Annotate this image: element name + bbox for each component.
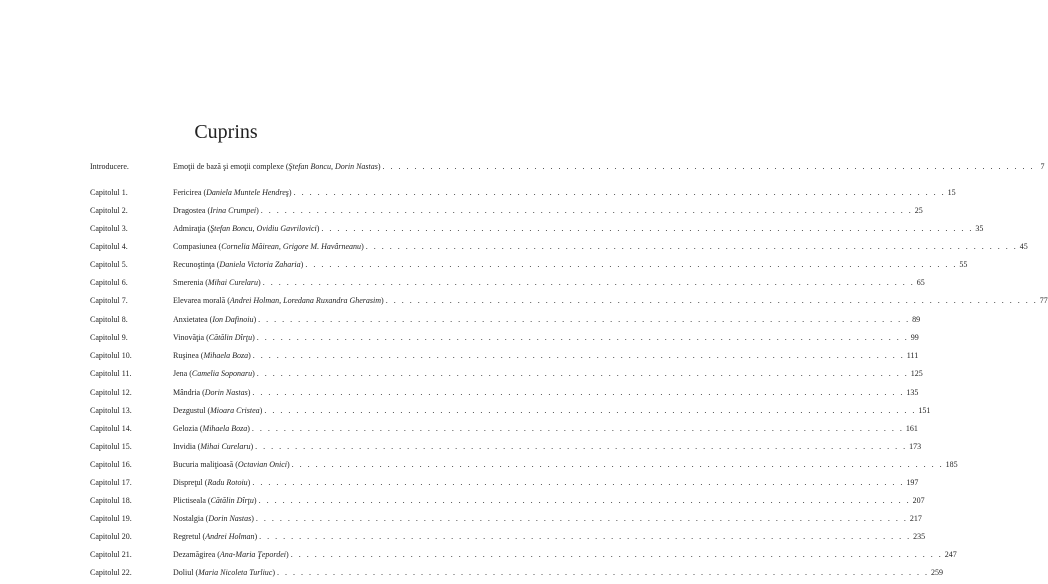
toc-page-number: 7 xyxy=(1040,162,1045,171)
toc-entry: Smerenia ( Mihai Curelaru ) . . . . . . . . . . . . . . . . . . . . . . . . . . . . . . . . . . . . . . . . . . . . . . . . . . . . . . . . . . . . . . . . . . . . . . . . . . . . . . . . . . 65 xyxy=(173,278,925,287)
toc-dot-leader: . . . . . . . . . . . . . . . . . . . . . . . . . . . . . . . . . . . . . . . . . . . . . . . . . . . . . . . . . . . . . . . . . . . . . . . . . . . . . . . . . . xyxy=(290,550,943,559)
toc-dot-leader: . . . . . . . . . . . . . . . . . . . . . . . . . . . . . . . . . . . . . . . . . . . . . . . . . . . . . . . . . . . . . . . . . . . . . . . . . . . . . . . . . . xyxy=(264,406,917,415)
toc-author: Radu Rotoiu xyxy=(207,478,248,487)
toc-label: Capitolul 5. xyxy=(90,260,128,269)
toc-author: Maria Nicoleta Turliuc xyxy=(198,568,273,577)
toc-label: Capitolul 10. xyxy=(90,351,132,360)
toc-label: Capitolul 20. xyxy=(90,532,132,541)
toc-dot-leader: . . . . . . . . . . . . . . . . . . . . . . . . . . . . . . . . . . . . . . . . . . . . . . . . . . . . . . . . . . . . . . . . . . . . . . . . . . . . . . . . . . xyxy=(252,478,905,487)
toc-author: Andrei Holman, Loredana Ruxandra Gherasim xyxy=(229,296,382,305)
toc-dot-leader: . . . . . . . . . . . . . . . . . . . . . . . . . . . . . . . . . . . . . . . . . . . . . . . . . . . . . . . . . . . . . . . . . . . . . . . . . . . . . . . . . . xyxy=(385,296,1038,305)
toc-row-chapter-7 xyxy=(0,295,1048,307)
toc-dot-leader: . . . . . . . . . . . . . . . . . . . . . . . . . . . . . . . . . . . . . . . . . . . . . . . . . . . . . . . . . . . . . . . . . . . . . . . . . . . . . . . . . . xyxy=(277,568,930,577)
toc-dot-leader: . . . . . . . . . . . . . . . . . . . . . . . . . . . . . . . . . . . . . . . . . . . . . . . . . . . . . . . . . . . . . . . . . . . . . . . . . . . . . . . . . . xyxy=(256,333,909,342)
toc-entry: Dragostea ( Irina Crumpei ) . . . . . . . . . . . . . . . . . . . . . . . . . . . . . . . . . . . . . . . . . . . . . . . . . . . . . . . . . . . . . . . . . . . . . . . . . . . . . . . . . . 25 xyxy=(173,206,923,215)
toc-row-chapter-14 xyxy=(0,423,918,435)
toc-label: Capitolul 16. xyxy=(90,460,132,469)
toc-row-chapter-3 xyxy=(0,223,984,235)
toc-author: Dorin Nastas xyxy=(208,514,252,523)
toc-entry: Emoţii de bază şi emoţii complexe ( Ştefan Boncu, Dorin Nastas ) . . . . . . . . . . . . . . . . . . . . . . . . . . . . . . . . . . . . . . . . . . . . . . . . . . . . . . . . . . . . . . . . . . . . . . . . . . . . . . . . . . 7 xyxy=(173,162,1045,171)
toc-title: Fericirea xyxy=(173,188,202,197)
toc-author: Ana-Maria Ţepordei xyxy=(219,550,287,559)
toc-dot-leader: . . . . . . . . . . . . . . . . . . . . . . . . . . . . . . . . . . . . . . . . . . . . . . . . . . . . . . . . . . . . . . . . . . . . . . . . . . . . . . . . . . xyxy=(252,351,905,360)
toc-entry: Admiraţia ( Ştefan Boncu, Ovidiu Gavrilovici ) . . . . . . . . . . . . . . . . . . . . . . . . . . . . . . . . . . . . . . . . . . . . . . . . . . . . . . . . . . . . . . . . . . . . . . . . . . . . . . . . . . 35 xyxy=(173,224,984,233)
toc-title: Dezgustul xyxy=(173,406,206,415)
toc-label: Introducere. xyxy=(90,162,129,171)
toc-title: Mândria xyxy=(173,388,201,397)
page-title: Cuprins xyxy=(194,121,258,143)
toc-title: Dezamăgirea xyxy=(173,550,216,559)
toc-entry: Nostalgia ( Dorin Nastas ) . . . . . . . . . . . . . . . . . . . . . . . . . . . . . . . . . . . . . . . . . . . . . . . . . . . . . . . . . . . . . . . . . . . . . . . . . . . . . . . . . . 217 xyxy=(173,514,922,523)
toc-page-number: 25 xyxy=(914,206,923,215)
toc-page-number: 135 xyxy=(906,388,919,397)
toc-entry: Dispreţul ( Radu Rotoiu ) . . . . . . . . . . . . . . . . . . . . . . . . . . . . . . . . . . . . . . . . . . . . . . . . . . . . . . . . . . . . . . . . . . . . . . . . . . . . . . . . . . 197 xyxy=(173,478,919,487)
toc-row-chapter-8 xyxy=(0,314,921,326)
toc-page-number: 247 xyxy=(944,550,957,559)
toc-entry: Dezamăgirea ( Ana-Maria Ţepordei ) . . . . . . . . . . . . . . . . . . . . . . . . . . . . . . . . . . . . . . . . . . . . . . . . . . . . . . . . . . . . . . . . . . . . . . . . . . . . . . . . . . 247 xyxy=(173,550,957,559)
toc-title: Plictiseala xyxy=(173,496,206,505)
toc-entry: Elevarea morală ( Andrei Holman, Loredana Ruxandra Gherasim ) . . . . . . . . . . . . . . . . . . . . . . . . . . . . . . . . . . . . . . . . . . . . . . . . . . . . . . . . . . . . . . . . . . . . . . . . . . . . . . . . . . 77 xyxy=(173,296,1048,305)
toc-entry: Jena ( Camelia Soponaru ) . . . . . . . . . . . . . . . . . . . . . . . . . . . . . . . . . . . . . . . . . . . . . . . . . . . . . . . . . . . . . . . . . . . . . . . . . . . . . . . . . . 125 xyxy=(173,369,923,378)
toc-page-number: 259 xyxy=(931,568,944,577)
toc-row-chapter-4 xyxy=(0,241,1028,253)
toc-dot-leader: . . . . . . . . . . . . . . . . . . . . . . . . . . . . . . . . . . . . . . . . . . . . . . . . . . . . . . . . . . . . . . . . . . . . . . . . . . . . . . . . . . xyxy=(255,514,908,523)
toc-entry: Plictiseala ( Cătălin Dîrţu ) . . . . . . . . . . . . . . . . . . . . . . . . . . . . . . . . . . . . . . . . . . . . . . . . . . . . . . . . . . . . . . . . . . . . . . . . . . . . . . . . . . 207 xyxy=(173,496,925,505)
toc-label: Capitolul 13. xyxy=(90,406,132,415)
toc-row-chapter-10 xyxy=(0,350,919,362)
toc-label: Capitolul 3. xyxy=(90,224,128,233)
toc-label: Capitolul 19. xyxy=(90,514,132,523)
toc-label: Capitolul 11. xyxy=(90,369,132,378)
toc-dot-leader: . . . . . . . . . . . . . . . . . . . . . . . . . . . . . . . . . . . . . . . . . . . . . . . . . . . . . . . . . . . . . . . . . . . . . . . . . . . . . . . . . . xyxy=(251,424,904,433)
toc-author: Mihai Curelaru xyxy=(200,442,251,451)
toc-title: Smerenia xyxy=(173,278,204,287)
toc-dot-leader: . . . . . . . . . . . . . . . . . . . . . . . . . . . . . . . . . . . . . . . . . . . . . . . . . . . . . . . . . . . . . . . . . . . . . . . . . . . . . . . . . . xyxy=(256,369,909,378)
toc-label: Capitolul 12. xyxy=(90,388,132,397)
toc-dot-leader: . . . . . . . . . . . . . . . . . . . . . . . . . . . . . . . . . . . . . . . . . . . . . . . . . . . . . . . . . . . . . . . . . . . . . . . . . . . . . . . . . . xyxy=(293,188,946,197)
toc-page-number: 197 xyxy=(906,478,919,487)
toc-entry: Regretul ( Andrei Holman ) . . . . . . . . . . . . . . . . . . . . . . . . . . . . . . . . . . . . . . . . . . . . . . . . . . . . . . . . . . . . . . . . . . . . . . . . . . . . . . . . . . 235 xyxy=(173,532,926,541)
toc-author: Ştefan Boncu, Ovidiu Gavrilovici xyxy=(210,224,317,233)
toc-dot-leader: . . . . . . . . . . . . . . . . . . . . . . . . . . . . . . . . . . . . . . . . . . . . . . . . . . . . . . . . . . . . . . . . . . . . . . . . . . . . . . . . . . xyxy=(258,496,911,505)
toc-entry: Ruşinea ( Mihaela Boza ) . . . . . . . . . . . . . . . . . . . . . . . . . . . . . . . . . . . . . . . . . . . . . . . . . . . . . . . . . . . . . . . . . . . . . . . . . . . . . . . . . . 111 xyxy=(173,351,919,360)
toc-dot-leader: . . . . . . . . . . . . . . . . . . . . . . . . . . . . . . . . . . . . . . . . . . . . . . . . . . . . . . . . . . . . . . . . . . . . . . . . . . . . . . . . . . xyxy=(365,242,1018,251)
toc-label: Capitolul 8. xyxy=(90,315,128,324)
toc-author: Ion Dafinoiu xyxy=(212,315,254,324)
toc-title: Vinovăţia xyxy=(173,333,205,342)
toc-author: Irina Crumpei xyxy=(210,206,257,215)
toc-dot-leader: . . . . . . . . . . . . . . . . . . . . . . . . . . . . . . . . . . . . . . . . . . . . . . . . . . . . . . . . . . . . . . . . . . . . . . . . . . . . . . . . . . xyxy=(262,278,915,287)
toc-title: Doliul xyxy=(173,568,194,577)
toc-entry: Compasiunea ( Cornelia Măirean, Grigore M. Havârneanu ) . . . . . . . . . . . . . . . . . . . . . . . . . . . . . . . . . . . . . . . . . . . . . . . . . . . . . . . . . . . . . . . . . . . . . . . . . . . . . . . . . . 45 xyxy=(173,242,1028,251)
toc-author: Dorin Nastas xyxy=(204,388,248,397)
toc-label: Capitolul 22. xyxy=(90,568,132,577)
toc-label: Capitolul 4. xyxy=(90,242,128,251)
toc-entry: Invidia ( Mihai Curelaru ) . . . . . . . . . . . . . . . . . . . . . . . . . . . . . . . . . . . . . . . . . . . . . . . . . . . . . . . . . . . . . . . . . . . . . . . . . . . . . . . . . . 173 xyxy=(173,442,922,451)
toc-author: Daniela Victoria Zaharia xyxy=(219,260,301,269)
toc-row-introduction xyxy=(0,161,1045,173)
toc-author: Cornelia Măirean, Grigore M. Havârneanu xyxy=(221,242,362,251)
toc-title: Regretul xyxy=(173,532,201,541)
toc-dot-leader: . . . . . . . . . . . . . . . . . . . . . . . . . . . . . . . . . . . . . . . . . . . . . . . . . . . . . . . . . . . . . . . . . . . . . . . . . . . . . . . . . . xyxy=(291,460,944,469)
toc-row-chapter-22 xyxy=(0,567,944,579)
toc-row-chapter-5 xyxy=(0,259,968,271)
toc-title: Jena xyxy=(173,369,188,378)
toc-entry: Mândria ( Dorin Nastas ) . . . . . . . . . . . . . . . . . . . . . . . . . . . . . . . . . . . . . . . . . . . . . . . . . . . . . . . . . . . . . . . . . . . . . . . . . . . . . . . . . . 135 xyxy=(173,388,919,397)
toc-title: Nostalgia xyxy=(173,514,204,523)
toc-page-number: 99 xyxy=(910,333,919,342)
toc-label: Capitolul 1. xyxy=(90,188,128,197)
toc-title: Recunoştinţa xyxy=(173,260,215,269)
toc-title: Bucuria maliţioasă xyxy=(173,460,234,469)
toc-entry: Doliul ( Maria Nicoleta Turliuc ) . . . . . . . . . . . . . . . . . . . . . . . . . . . . . . . . . . . . . . . . . . . . . . . . . . . . . . . . . . . . . . . . . . . . . . . . . . . . . . . . . . 259 xyxy=(173,568,944,577)
toc-page-number: 65 xyxy=(916,278,925,287)
toc-title: Dragostea xyxy=(173,206,206,215)
toc-page-number: 161 xyxy=(905,424,918,433)
toc-entry: Dezgustul ( Mioara Cristea ) . . . . . . . . . . . . . . . . . . . . . . . . . . . . . . . . . . . . . . . . . . . . . . . . . . . . . . . . . . . . . . . . . . . . . . . . . . . . . . . . . . 151 xyxy=(173,406,931,415)
toc-dot-leader: . . . . . . . . . . . . . . . . . . . . . . . . . . . . . . . . . . . . . . . . . . . . . . . . . . . . . . . . . . . . . . . . . . . . . . . . . . . . . . . . . . xyxy=(321,224,974,233)
toc-entry: Bucuria maliţioasă ( Octavian Onici ) . . . . . . . . . . . . . . . . . . . . . . . . . . . . . . . . . . . . . . . . . . . . . . . . . . . . . . . . . . . . . . . . . . . . . . . . . . . . . . . . . . 185 xyxy=(173,460,958,469)
toc-page-number: 89 xyxy=(912,315,921,324)
toc-author: Ştefan Boncu, Dorin Nastas xyxy=(288,162,378,171)
toc-row-chapter-20 xyxy=(0,531,926,543)
toc-dot-leader: . . . . . . . . . . . . . . . . . . . . . . . . . . . . . . . . . . . . . . . . . . . . . . . . . . . . . . . . . . . . . . . . . . . . . . . . . . . . . . . . . . xyxy=(258,315,911,324)
toc-author: Cătălin Dîrţu xyxy=(208,333,253,342)
toc-page-number: 55 xyxy=(959,260,968,269)
toc-page-number: 185 xyxy=(945,460,958,469)
toc-label: Capitolul 14. xyxy=(90,424,132,433)
toc-title: Emoţii de bază şi emoţii complexe xyxy=(173,162,284,171)
toc-label: Capitolul 15. xyxy=(90,442,132,451)
toc-row-chapter-1 xyxy=(0,187,956,199)
toc-title: Gelozia xyxy=(173,424,198,433)
toc-label: Capitolul 7. xyxy=(90,296,128,305)
toc-author: Octavian Onici xyxy=(237,460,287,469)
toc-page-number: 207 xyxy=(912,496,925,505)
toc-dot-leader: . . . . . . . . . . . . . . . . . . . . . . . . . . . . . . . . . . . . . . . . . . . . . . . . . . . . . . . . . . . . . . . . . . . . . . . . . . . . . . . . . . xyxy=(305,260,958,269)
toc-label: Capitolul 21. xyxy=(90,550,132,559)
toc-row-chapter-9 xyxy=(0,332,919,344)
toc-label: Capitolul 6. xyxy=(90,278,128,287)
toc-label: Capitolul 2. xyxy=(90,206,128,215)
toc-page-number: 217 xyxy=(909,514,922,523)
toc-label: Capitolul 17. xyxy=(90,478,132,487)
toc-page-number: 125 xyxy=(910,369,923,378)
toc-page-number: 151 xyxy=(918,406,931,415)
toc-row-chapter-18 xyxy=(0,495,925,507)
toc-entry: Fericirea ( Daniela Muntele Hendreş ) . . . . . . . . . . . . . . . . . . . . . . . . . . . . . . . . . . . . . . . . . . . . . . . . . . . . . . . . . . . . . . . . . . . . . . . . . . . . . . . . . . 15 xyxy=(173,188,956,197)
toc-author: Camelia Soponaru xyxy=(191,369,253,378)
toc-row-chapter-2 xyxy=(0,205,923,217)
toc-entry: Recunoştinţa ( Daniela Victoria Zaharia ) . . . . . . . . . . . . . . . . . . . . . . . . . . . . . . . . . . . . . . . . . . . . . . . . . . . . . . . . . . . . . . . . . . . . . . . . . . . . . . . . . . 55 xyxy=(173,260,968,269)
toc-dot-leader: . . . . . . . . . . . . . . . . . . . . . . . . . . . . . . . . . . . . . . . . . . . . . . . . . . . . . . . . . . . . . . . . . . . . . . . . . . . . . . . . . . xyxy=(382,162,1035,171)
toc-title: Dispreţul xyxy=(173,478,203,487)
toc-author: Andrei Holman xyxy=(205,532,255,541)
toc-dot-leader: . . . . . . . . . . . . . . . . . . . . . . . . . . . . . . . . . . . . . . . . . . . . . . . . . . . . . . . . . . . . . . . . . . . . . . . . . . . . . . . . . . xyxy=(260,206,913,215)
toc-author: Cătălin Dîrţu xyxy=(210,496,254,505)
toc-row-chapter-21 xyxy=(0,549,957,561)
toc-row-chapter-19 xyxy=(0,513,922,525)
toc-row-chapter-12 xyxy=(0,387,919,399)
toc-page-number: 77 xyxy=(1039,296,1048,305)
toc-row-chapter-17 xyxy=(0,477,919,489)
toc-entry: Vinovăţia ( Cătălin Dîrţu ) . . . . . . . . . . . . . . . . . . . . . . . . . . . . . . . . . . . . . . . . . . . . . . . . . . . . . . . . . . . . . . . . . . . . . . . . . . . . . . . . . . 99 xyxy=(173,333,919,342)
toc-page-number: 173 xyxy=(909,442,922,451)
toc-author: Daniela Muntele Hendreş xyxy=(206,188,289,197)
toc-page-number: 35 xyxy=(975,224,984,233)
toc-title: Anxietatea xyxy=(173,315,208,324)
toc-title: Elevarea morală xyxy=(173,296,226,305)
toc-author: Mihaela Boza xyxy=(202,424,248,433)
toc-dot-leader: . . . . . . . . . . . . . . . . . . . . . . . . . . . . . . . . . . . . . . . . . . . . . . . . . . . . . . . . . . . . . . . . . . . . . . . . . . . . . . . . . . xyxy=(255,442,908,451)
toc-row-chapter-13 xyxy=(0,405,931,417)
toc-label: Capitolul 9. xyxy=(90,333,128,342)
toc-author: Mihai Curelaru xyxy=(207,278,259,287)
toc-author: Mioara Cristea xyxy=(210,406,260,415)
toc-author: Mihaela Boza xyxy=(203,351,249,360)
toc-entry: Gelozia ( Mihaela Boza ) . . . . . . . . . . . . . . . . . . . . . . . . . . . . . . . . . . . . . . . . . . . . . . . . . . . . . . . . . . . . . . . . . . . . . . . . . . . . . . . . . . 161 xyxy=(173,424,918,433)
toc-row-chapter-11 xyxy=(0,368,923,380)
toc-title: Admiraţia xyxy=(173,224,206,233)
toc-title: Compasiunea xyxy=(173,242,217,251)
toc-page-number: 235 xyxy=(913,532,926,541)
toc-page-number: 15 xyxy=(947,188,956,197)
toc-dot-leader: . . . . . . . . . . . . . . . . . . . . . . . . . . . . . . . . . . . . . . . . . . . . . . . . . . . . . . . . . . . . . . . . . . . . . . . . . . . . . . . . . . xyxy=(252,388,905,397)
toc-row-chapter-16 xyxy=(0,459,958,471)
toc-label: Capitolul 18. xyxy=(90,496,132,505)
toc-row-chapter-6 xyxy=(0,277,925,289)
toc-entry: Anxietatea ( Ion Dafinoiu ) . . . . . . . . . . . . . . . . . . . . . . . . . . . . . . . . . . . . . . . . . . . . . . . . . . . . . . . . . . . . . . . . . . . . . . . . . . . . . . . . . . 89 xyxy=(173,315,921,324)
toc-page-number: 45 xyxy=(1019,242,1028,251)
toc-row-chapter-15 xyxy=(0,441,922,453)
toc-title: Ruşinea xyxy=(173,351,199,360)
toc-dot-leader: . . . . . . . . . . . . . . . . . . . . . . . . . . . . . . . . . . . . . . . . . . . . . . . . . . . . . . . . . . . . . . . . . . . . . . . . . . . . . . . . . . xyxy=(259,532,912,541)
toc-title: Invidia xyxy=(173,442,196,451)
toc-page-number: 111 xyxy=(906,351,919,360)
